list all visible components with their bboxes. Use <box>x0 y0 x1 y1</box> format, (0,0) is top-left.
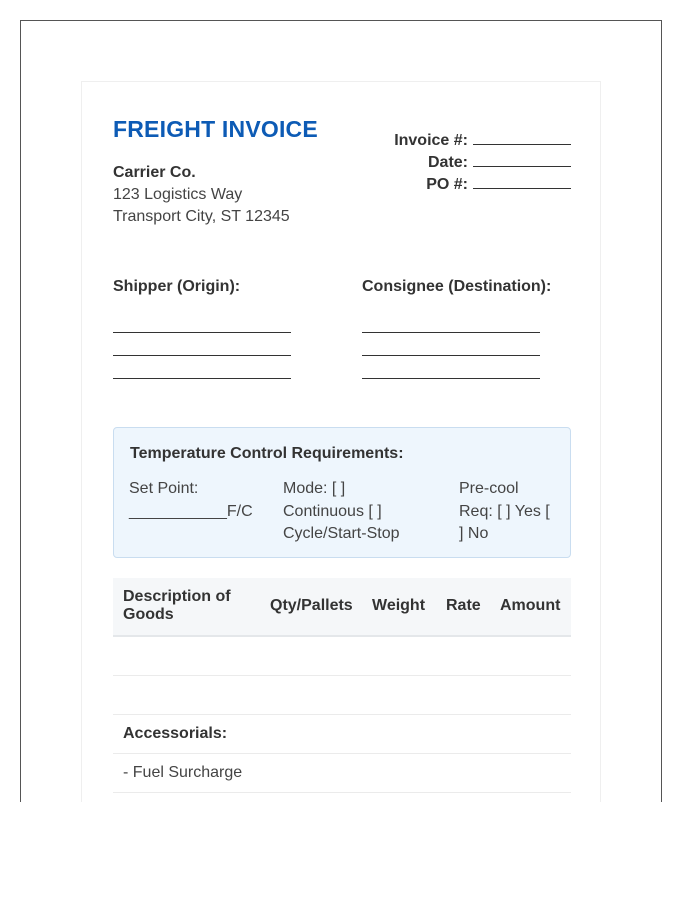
table-row[interactable] <box>113 637 571 676</box>
temperature-title: Temperature Control Requirements: <box>130 445 404 462</box>
consignee-blank-line[interactable] <box>362 355 540 356</box>
shipper-label: Shipper (Origin): <box>113 278 241 295</box>
po-number-blank[interactable] <box>473 174 571 189</box>
goods-table-header <box>113 578 571 637</box>
goods-table <box>113 578 571 793</box>
invoice-meta <box>311 130 571 196</box>
header-description-line1: Description of <box>123 588 231 605</box>
accessorials-label: Accessorials: <box>123 725 228 742</box>
mode-option-line[interactable]: Continuous [ ] <box>283 502 382 520</box>
precool-line: Pre-cool <box>459 480 519 497</box>
header-rate: Rate <box>446 597 481 614</box>
set-point-blank[interactable]: ___________F/C <box>129 502 253 520</box>
accessorials-row <box>113 715 571 754</box>
invoice-number-blank[interactable] <box>473 130 571 145</box>
shipper-blank-line[interactable] <box>113 378 291 379</box>
carrier-name: Carrier Co. <box>113 164 196 181</box>
consignee-blank-line[interactable] <box>362 332 540 333</box>
invoice-number-label: Invoice #: <box>394 132 468 149</box>
date-field <box>311 152 571 174</box>
shipper-blank-line[interactable] <box>113 332 291 333</box>
mode-option-line[interactable]: Mode: [ ] <box>283 480 346 497</box>
precool-column <box>459 478 550 546</box>
carrier-address-line1: 123 Logistics Way <box>113 186 243 203</box>
consignee-blank-line[interactable] <box>362 378 540 379</box>
header-weight: Weight <box>372 597 426 614</box>
temperature-control-box <box>113 427 571 558</box>
table-row[interactable] <box>113 676 571 715</box>
carrier-address-line2: Transport City, ST 12345 <box>113 208 290 225</box>
precool-line[interactable]: ] No <box>459 525 489 542</box>
invoice-title: FREIGHT INVOICE <box>113 116 318 142</box>
header-amount: Amount <box>500 597 561 614</box>
date-label: Date: <box>427 154 468 171</box>
document-viewport <box>20 20 662 802</box>
date-blank[interactable] <box>473 152 571 167</box>
mode-column <box>283 478 399 546</box>
shipper-blank-line[interactable] <box>113 355 291 356</box>
precool-line[interactable]: Req: [ ] Yes [ <box>459 502 550 520</box>
po-number-field <box>311 174 571 196</box>
table-row <box>113 754 571 793</box>
consignee-label: Consignee (Destination): <box>362 278 552 295</box>
set-point-column <box>129 478 253 523</box>
header-qty-pallets: Qty/Pallets <box>270 597 353 614</box>
header-description-line2: Goods <box>123 606 174 623</box>
po-number-label: PO #: <box>426 176 468 193</box>
mode-option-line: Cycle/Start-Stop <box>283 525 400 542</box>
set-point-label: Set Point: <box>129 480 199 497</box>
invoice-number-field <box>311 130 571 152</box>
header-description <box>123 588 231 624</box>
invoice-sheet <box>81 81 601 802</box>
accessorial-item: - Fuel Surcharge <box>123 764 243 781</box>
